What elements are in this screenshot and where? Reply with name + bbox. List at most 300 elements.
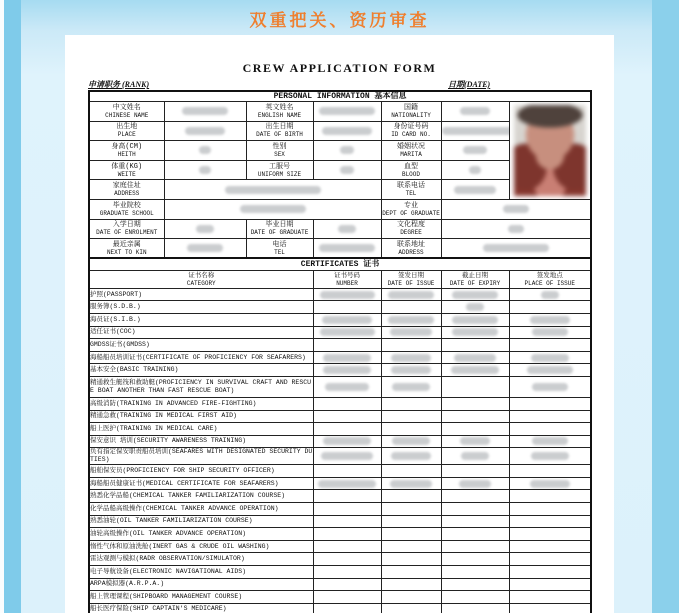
column-header [313, 270, 381, 288]
certificate-value [441, 603, 509, 613]
redacted-value [532, 383, 568, 391]
redacted-value [451, 366, 499, 374]
label-en: ID CARD NO. [391, 131, 431, 139]
certificate-value [509, 288, 591, 301]
redacted-value [340, 166, 354, 174]
redacted-value [392, 383, 430, 391]
certificate-value [509, 566, 591, 579]
certificate-value [441, 326, 509, 339]
label-en: DEPT OF GRADUATE [382, 209, 440, 217]
certificate-name: 雷达观测与模拟(RADR OBSERVATION/SIMULATOR) [89, 553, 313, 566]
label-zh: 电话 [272, 240, 287, 249]
label-zh: 联系地址 [397, 240, 425, 249]
certificate-value [509, 339, 591, 352]
certificate-name: 精通救生艇筏和救助艇(PROFICIENCY IN SURVIVAL CRAFT AND RESCUE BOAT ANOTHER THAN FAST RESCUE BOAT) [89, 376, 313, 397]
redacted-value [196, 225, 214, 233]
certificate-value [313, 553, 381, 566]
certificate-value [381, 326, 441, 339]
certificate-row [89, 503, 591, 516]
banner-title: 双重把关、资历审查 [249, 11, 430, 30]
field-label [89, 121, 164, 141]
certificate-row [89, 410, 591, 423]
label-en: DATE OF EXPIRY [449, 279, 501, 287]
label-en: DATE OF GRADUATE [250, 229, 309, 237]
certificate-value [313, 477, 381, 490]
label-en: PLACE OF ISSUE [524, 279, 575, 287]
certificate-name: 海船船员培训证书(CERTIFICATE OF PROFICIENCY FOR SEAFARERS) [89, 351, 313, 364]
certificate-value [441, 288, 509, 301]
certificate-value [381, 553, 441, 566]
certificate-row [89, 477, 591, 490]
field-value [441, 199, 591, 219]
certificate-name: 船上医护(TRAINING IN MEDICAL CARE) [89, 423, 313, 436]
field-label [246, 102, 313, 122]
certificate-value [441, 591, 509, 604]
certificate-value [441, 351, 509, 364]
redacted-value [541, 291, 559, 299]
label-zh: 毕业院校 [112, 201, 141, 210]
label-en: GRADUATE SCHOOL [99, 209, 154, 217]
field-value [164, 160, 246, 180]
field-value [313, 102, 381, 122]
field-value [441, 102, 509, 122]
label-en: DATE OF BIRTH [256, 131, 303, 139]
redacted-value [182, 107, 228, 115]
certificate-value [381, 566, 441, 579]
redacted-value [530, 316, 570, 324]
certificate-name: 高级消防(TRAINING IN ADVANCED FIRE-FIGHTING) [89, 397, 313, 410]
certificate-name: 海员证(S.I.B.) [89, 313, 313, 326]
certificate-value [381, 465, 441, 478]
certificate-name: 海船船员健康证书(MEDICAL CERTIFICATE FOR SEAFARERS) [89, 477, 313, 490]
label-en: NATIONALITY [391, 111, 431, 119]
certificate-value [381, 578, 441, 591]
field-label [381, 199, 441, 219]
certificate-value [313, 465, 381, 478]
redacted-value [459, 480, 491, 488]
certificate-name: 适任证书(COC) [89, 326, 313, 339]
label-zh: 体重(KG) [111, 162, 143, 171]
certificate-value [509, 490, 591, 503]
redacted-value [531, 452, 569, 460]
label-en: UNIFORM SIZE [257, 170, 302, 178]
certificate-name: 电子导航设备(ELECTRONIC NAVIGATIONAL AIDS) [89, 566, 313, 579]
certificate-value [313, 339, 381, 352]
redacted-value [466, 303, 484, 311]
redacted-value [531, 354, 569, 362]
certificate-row [89, 591, 591, 604]
certificate-value [441, 364, 509, 377]
certificate-value [509, 503, 591, 516]
label-en: WEITE [117, 170, 136, 178]
redacted-value [320, 328, 375, 336]
certificate-name: 护照(PASSPORT) [89, 288, 313, 301]
label-en: NUMBER [336, 279, 358, 287]
field-value [313, 219, 381, 239]
certificate-value [509, 397, 591, 410]
certificate-value [441, 477, 509, 490]
field-value [441, 239, 591, 259]
label-zh: 文化程度 [397, 221, 425, 230]
certificate-value [313, 351, 381, 364]
redacted-value [532, 437, 568, 445]
redacted-value [323, 437, 371, 445]
label-zh: 血型 [404, 162, 418, 171]
certificate-value [509, 603, 591, 613]
certificate-value [313, 326, 381, 339]
certificate-value [313, 435, 381, 448]
redacted-value [442, 127, 510, 135]
certificate-value [313, 515, 381, 528]
certificate-name: 保安意识 培训(SECURITY AWARENESS TRAINING) [89, 435, 313, 448]
certificate-value [441, 553, 509, 566]
certificate-row [89, 351, 591, 364]
certificate-name: 化学品船高级操作(CHEMICAL TANKER ADVANCE OPERATION) [89, 503, 313, 516]
label-zh: 签发日期 [398, 271, 424, 279]
field-value [441, 180, 509, 200]
certificate-value [313, 376, 381, 397]
redacted-value [322, 316, 372, 324]
certificates-section-row [89, 258, 591, 270]
certificate-value [509, 301, 591, 314]
field-value [164, 199, 381, 219]
certificate-value [441, 423, 509, 436]
certificate-value [509, 326, 591, 339]
certificate-name: 服务簿(S.D.B.) [89, 301, 313, 314]
label-en: HEITH [117, 150, 136, 158]
certificate-row [89, 490, 591, 503]
redacted-value [321, 452, 373, 460]
label-zh: 毕业日期 [265, 221, 294, 230]
personal-row [89, 102, 591, 122]
certificate-row [89, 326, 591, 339]
certificate-value [313, 313, 381, 326]
certificate-value [381, 410, 441, 423]
label-zh: 身份证号码 [393, 123, 429, 132]
redacted-value [199, 166, 211, 174]
certificate-row [89, 465, 591, 478]
field-value [164, 121, 246, 141]
certificate-value [381, 339, 441, 352]
certificate-row [89, 566, 591, 579]
label-en: TEL [405, 190, 417, 198]
label-zh: 国籍 [404, 103, 418, 112]
column-header [441, 270, 509, 288]
label-zh: 性别 [272, 142, 287, 151]
certificate-value [313, 528, 381, 541]
label-zh: 婚姻状况 [397, 142, 425, 151]
label-zh: 中文姓名 [112, 103, 141, 112]
certificate-value [381, 477, 441, 490]
personal-section-header: PERSONAL INFORMATION 基本信息 [89, 91, 591, 102]
certificates-table [88, 257, 590, 613]
certificate-value [441, 503, 509, 516]
certificate-row [89, 540, 591, 553]
field-value [164, 141, 246, 161]
redacted-value [388, 316, 434, 324]
field-label [246, 121, 313, 141]
field-value [164, 219, 246, 239]
redacted-value [454, 186, 496, 194]
personal-info-table [88, 90, 590, 259]
certificate-value [509, 465, 591, 478]
field-label [89, 141, 164, 161]
certificate-value [509, 410, 591, 423]
redacted-value [527, 366, 573, 374]
label-zh: 出生日期 [265, 123, 294, 132]
field-value [313, 239, 381, 259]
certificate-name: 船舶保安员(PROFICIENCY FOR SHIP SECURITY OFFICER) [89, 465, 313, 478]
certificate-row [89, 553, 591, 566]
field-value [441, 160, 509, 180]
certificate-row [89, 313, 591, 326]
redacted-value [460, 107, 490, 115]
field-value [164, 239, 246, 259]
form-tables [88, 90, 590, 613]
certificate-value [441, 301, 509, 314]
personal-row [89, 239, 591, 259]
certificate-value [441, 465, 509, 478]
certificate-value [441, 435, 509, 448]
field-label [246, 160, 313, 180]
redacted-value [503, 205, 529, 213]
label-zh: 证书号码 [334, 271, 360, 279]
certificate-value [509, 528, 591, 541]
certificate-row [89, 435, 591, 448]
redacted-value [483, 244, 549, 252]
certificate-value [509, 591, 591, 604]
field-label [381, 160, 441, 180]
field-value [164, 102, 246, 122]
certificate-value [441, 448, 509, 465]
redacted-value [320, 291, 375, 299]
label-zh: 签发地点 [536, 271, 563, 279]
certificate-value [313, 423, 381, 436]
certificate-value [441, 490, 509, 503]
label-en: DATE OF ENROLMENT [96, 229, 158, 237]
certificate-row [89, 301, 591, 314]
rank-label: 申请职务 (RANK) [88, 80, 150, 89]
certificate-value [381, 540, 441, 553]
certificate-value [441, 410, 509, 423]
redacted-value [454, 354, 496, 362]
certificate-value [441, 515, 509, 528]
redacted-value [390, 480, 432, 488]
certificate-value [441, 540, 509, 553]
certificates-section-header: CERTIFICATES 证书 [89, 258, 591, 270]
certificate-value [509, 553, 591, 566]
certificate-value [313, 448, 381, 465]
certificate-name: 熟悉化学品船(CHEMICAL TANKER FAMILIARIZATION COURSE) [89, 490, 313, 503]
field-label [89, 102, 164, 122]
certificate-value [313, 591, 381, 604]
label-zh: 出生地 [116, 123, 138, 132]
applicant-photo [509, 102, 591, 200]
label-en: MARITA [400, 150, 422, 158]
certificate-value [509, 435, 591, 448]
certificate-value [381, 448, 441, 465]
redacted-value [340, 146, 354, 154]
certificate-value [381, 288, 441, 301]
certificate-value [313, 566, 381, 579]
certificate-value [509, 313, 591, 326]
personal-info-table-grid [88, 90, 592, 259]
redacted-value [391, 354, 431, 362]
field-value [164, 180, 381, 200]
field-value [313, 160, 381, 180]
certificate-name: 精通急救(TRAINING IN MEDICAL FIRST AID) [89, 410, 313, 423]
certificate-value [381, 423, 441, 436]
personal-section-row [89, 91, 591, 102]
certificate-name: 船长医疗保险(SHIP CAPTAIN'S MEDICARE) [89, 603, 313, 613]
certificate-value [441, 313, 509, 326]
redacted-value [338, 225, 356, 233]
redacted-value [452, 328, 498, 336]
field-label [381, 102, 441, 122]
certificate-value [313, 397, 381, 410]
background-right-strip [652, 0, 679, 613]
field-label [89, 160, 164, 180]
certificate-value [313, 364, 381, 377]
certificate-row [89, 288, 591, 301]
certificate-row [89, 528, 591, 541]
certificate-name: 船上管理课程(SHIPBOARD MANAGEMENT COURSE) [89, 591, 313, 604]
certificate-value [381, 313, 441, 326]
label-en: ADDRESS [114, 190, 140, 198]
certificate-row [89, 364, 591, 377]
certificate-row [89, 515, 591, 528]
redacted-value [319, 107, 375, 115]
certificate-value [313, 578, 381, 591]
redacted-value [325, 383, 369, 391]
certificate-value [381, 364, 441, 377]
redacted-value [532, 328, 568, 336]
certificate-value [381, 490, 441, 503]
label-en: DEGREE [400, 229, 422, 237]
certificate-value [509, 448, 591, 465]
redacted-value [187, 244, 223, 252]
form-title: CREW APPLICATION FORM [242, 61, 437, 75]
field-label [381, 121, 441, 141]
certificate-value [441, 578, 509, 591]
certificate-value [509, 477, 591, 490]
redacted-value [463, 146, 487, 154]
field-value [313, 121, 381, 141]
certificate-row [89, 603, 591, 613]
label-zh: 英文姓名 [265, 103, 294, 112]
redacted-value [225, 186, 321, 194]
certificate-value [441, 397, 509, 410]
certificate-value [313, 503, 381, 516]
certificate-value [313, 603, 381, 613]
redacted-value [469, 166, 481, 174]
certificate-value [441, 566, 509, 579]
certificate-value [381, 515, 441, 528]
label-en: SEX [274, 150, 285, 158]
certificate-name: 惰性气体和原油洗舱(INERT GAS & CRUDE OIL WASHING) [89, 540, 313, 553]
redacted-value [185, 127, 225, 135]
personal-row [89, 219, 591, 239]
redacted-value [388, 291, 434, 299]
column-header [509, 270, 591, 288]
certificate-row [89, 397, 591, 410]
certificate-value [381, 351, 441, 364]
redacted-value [452, 291, 498, 299]
redacted-value [322, 127, 372, 135]
redacted-value [452, 316, 498, 324]
label-zh: 工服号 [269, 162, 290, 171]
certificate-value [381, 301, 441, 314]
label-en: TEL [274, 248, 285, 256]
redacted-value [199, 146, 211, 154]
certificate-value [381, 435, 441, 448]
field-label [381, 239, 441, 259]
certificates-header-row [89, 270, 591, 288]
field-label [89, 180, 164, 200]
certificate-value [313, 540, 381, 553]
field-label [89, 199, 164, 219]
document-page [65, 35, 614, 613]
certificate-row [89, 448, 591, 465]
certificate-value [381, 397, 441, 410]
field-value [313, 141, 381, 161]
redacted-value [390, 328, 432, 336]
field-label [381, 180, 441, 200]
label-zh: 最近亲属 [112, 240, 141, 249]
certificate-value [509, 423, 591, 436]
certificate-value [441, 339, 509, 352]
label-en: ENGLISH NAME [257, 111, 302, 119]
field-label [381, 141, 441, 161]
label-en: CHINESE NAME [105, 111, 149, 119]
certificate-name: 负有指定保安职责船员培训(SEAFARES WITH DESIGNATED SECURITY DUTIES) [90, 448, 313, 464]
field-value [441, 219, 591, 239]
certificate-value [509, 364, 591, 377]
field-label [246, 239, 313, 259]
label-en: NEXT TO KIN [106, 248, 147, 256]
certificate-name: 熟悉油轮(OIL TANKER FAMILIARIZATION COURSE) [89, 515, 313, 528]
label-en: PLACE [117, 131, 136, 139]
redacted-value [461, 452, 489, 460]
certificate-value [509, 578, 591, 591]
date-label: 日期(DATE) [448, 80, 491, 89]
redacted-value [530, 480, 570, 488]
label-zh: 入学日期 [112, 221, 141, 230]
certificate-name: GMDSS证书(GMDSS) [89, 339, 313, 352]
redacted-value [319, 244, 375, 252]
certificate-row [89, 376, 591, 397]
certificate-value [381, 528, 441, 541]
applicant-photo-image [514, 105, 587, 196]
certificate-row [89, 339, 591, 352]
certificate-value [381, 376, 441, 397]
field-label [89, 219, 164, 239]
label-en: CATEGORY [186, 279, 216, 287]
certificate-value [509, 376, 591, 397]
redacted-value [391, 452, 431, 460]
certificate-value [381, 591, 441, 604]
certificate-value [509, 351, 591, 364]
certificate-value [313, 301, 381, 314]
certificate-value [509, 515, 591, 528]
field-value [441, 141, 509, 161]
field-label [89, 239, 164, 259]
redacted-value [318, 480, 376, 488]
label-zh: 专业 [404, 201, 418, 210]
certificate-name: 基本安全(BASIC TRAINING) [89, 364, 313, 377]
column-header [89, 270, 313, 288]
label-zh: 联系电话 [397, 182, 425, 191]
